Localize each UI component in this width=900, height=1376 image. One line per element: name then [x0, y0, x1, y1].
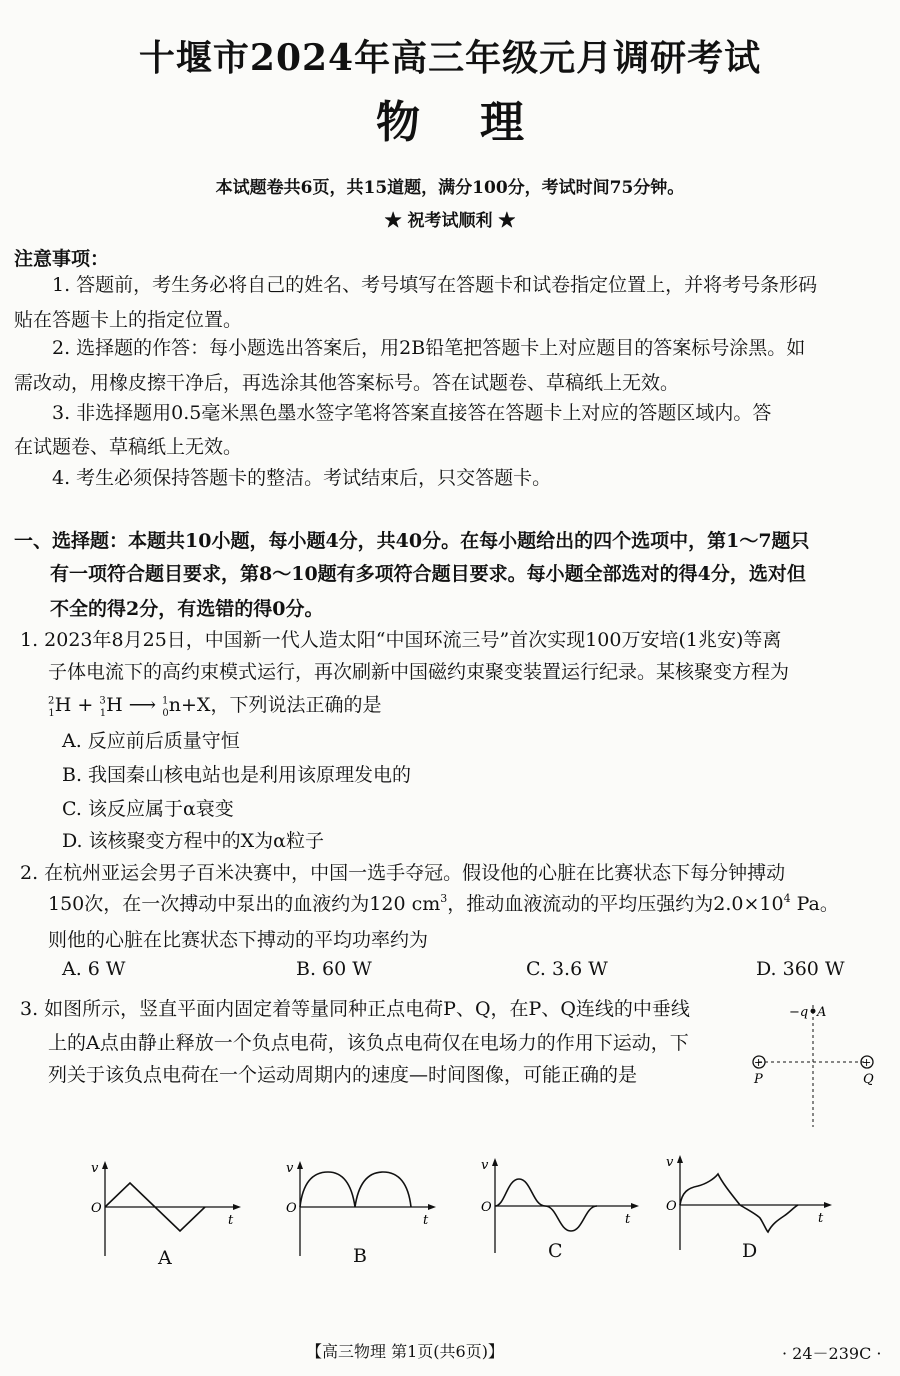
t-label: t [423, 1213, 429, 1228]
q2-option-b: B. 60 W [296, 958, 372, 980]
note-4: 4. 考生必须保持答题卡的整洁。考试结束后，只交答题卡。 [52, 467, 552, 489]
footer-code: · 24－239C · [782, 1344, 882, 1363]
note-3-line-2: 在试题卷、草稿纸上无效。 [14, 436, 243, 458]
label-p: P [754, 1072, 763, 1087]
q1-line-2: 子体电流下的高约束模式运行，再次刷新中国磁约束聚变装置运行纪录。某核聚变方程为 [48, 661, 790, 683]
v-label: v [286, 1161, 294, 1176]
note-3-line-1: 3. 非选择题用0.5毫米黑色墨水签字笔将答案直接答在答题卡上对应的答题区域内。答 [52, 402, 772, 424]
notes-heading: 注意事项： [14, 248, 110, 270]
reaction-arrow: ⟶ [128, 694, 156, 716]
charge-diagram [745, 995, 885, 1135]
origin-label: O [91, 1201, 102, 1216]
t-label: t [818, 1211, 824, 1226]
v-arrow [102, 1161, 108, 1169]
plus-q: + [862, 1056, 872, 1069]
note-2-line-2: 需改动，用橡皮擦干净后，再选涂其他答案标号。答在试题卷、草稿纸上无效。 [14, 372, 680, 394]
label-minus-q: −q [789, 1005, 809, 1020]
v-arrow [492, 1158, 498, 1166]
note-1-line-1: 1. 答题前，考生务必将自己的姓名、考号填写在答题卡和试卷指定位置上，并将考号条形码 [52, 274, 818, 296]
q1-option-b: B. 我国秦山核电站也是利用该原理发电的 [62, 764, 412, 786]
q2-option-c: C. 3.6 W [526, 958, 608, 980]
t-label: t [625, 1212, 631, 1227]
graph-label-a: A [158, 1247, 172, 1269]
v-label: v [91, 1161, 99, 1176]
q3-line-2: 上的A点由静止释放一个负点电荷，该负点电荷仅在电场力的作用下运动，下 [48, 1032, 689, 1054]
curve [680, 1174, 798, 1232]
curve [300, 1172, 411, 1207]
point-a [811, 1009, 816, 1014]
q1-option-d: D. 该核聚变方程中的X为α粒子 [62, 830, 324, 852]
footer-page-info: 【高三物理 第1页(共6页)】 [306, 1342, 504, 1361]
exam-title: 十堰市2024年高三年级元月调研考试 [138, 37, 762, 79]
origin-label: O [666, 1199, 677, 1214]
q2-line-3: 则他的心脏在比赛状态下搏动的平均功率约为 [48, 929, 429, 951]
v-label: v [666, 1155, 674, 1170]
subject-title: 物理 [376, 97, 584, 148]
t-arrow [631, 1203, 639, 1209]
v-arrow [677, 1155, 683, 1163]
q3-line-1: 3. 如图所示，竖直平面内固定着等量同种正点电荷P、Q，在P、Q连线的中垂线 [20, 998, 690, 1020]
graph-label-d: D [742, 1240, 758, 1262]
q1-option-a: A. 反应前后质量守恒 [62, 730, 240, 752]
q2-line-2: 150次，在一次搏动中泵出的血液约为120 $cm^3$，推动血液流动的平均压强约为$2.0\times 10^4$ Pa。 [48, 892, 839, 915]
section-1-line-2: 有一项符合题目要求，第8～10题有多项符合题目要求。每小题全部选对的得4分，选对但 [50, 563, 806, 585]
graph-label-c: C [548, 1240, 563, 1262]
graph-label-b: B [353, 1245, 367, 1267]
label-q: Q [863, 1072, 874, 1087]
section-1-line-1: 一、选择题：本题共10小题，每小题4分，共40分。在每小题给出的四个选项中，第1～7题只 [14, 530, 810, 552]
label-a: A [817, 1005, 827, 1020]
q3-line-3: 列关于该负点电荷在一个运动周期内的速度—时间图像，可能正确的是 [48, 1064, 638, 1086]
section-1-line-3: 不全的得2分，有选错的得0分。 [50, 598, 324, 620]
exam-wish: ★ 祝考试顺利 ★ [384, 211, 516, 231]
q2-line-1: 2. 在杭州亚运会男子百米决赛中，中国一选手夺冠。假设他的心脏在比赛状态下每分钟搏动 [20, 862, 786, 884]
v-arrow [297, 1161, 303, 1169]
v-label: v [481, 1158, 489, 1173]
note-2-line-1: 2. 选择题的作答：每小题选出答案后，用2B铅笔把答题卡上对应题目的答案标号涂黑。如 [52, 337, 806, 359]
q2-option-a: A. 6 W [62, 958, 126, 980]
curve [495, 1179, 597, 1231]
nuclide-neutron: $^1_0$ [162, 695, 169, 719]
q2-option-d: D. 360 W [756, 958, 845, 980]
origin-label: O [286, 1201, 297, 1216]
plus-p: + [754, 1056, 764, 1069]
t-arrow [233, 1204, 241, 1210]
nuclide-3h: $^3_1$H [99, 694, 123, 719]
q1-option-c: C. 该反应属于α衰变 [62, 798, 234, 820]
origin-label: O [481, 1200, 492, 1215]
t-label: t [228, 1213, 234, 1228]
q1-line-1: 1. 2023年8月25日，中国新一代人造太阳“中国环流三号”首次实现100万安培(1兆安)等离 [20, 629, 782, 651]
q1-equation: $^2_1$H + $^3_1$H ⟶ $^1_0$n+X，下列说法正确的是 [48, 694, 382, 719]
t-arrow [428, 1204, 436, 1210]
nuclide-2h: $^2_1$H [48, 694, 72, 719]
exam-info: 本试题卷共6页，共15道题，满分100分，考试时间75分钟。 [215, 178, 685, 198]
note-1-line-2: 贴在答题卡上的指定位置。 [14, 309, 243, 331]
t-arrow [824, 1202, 832, 1208]
